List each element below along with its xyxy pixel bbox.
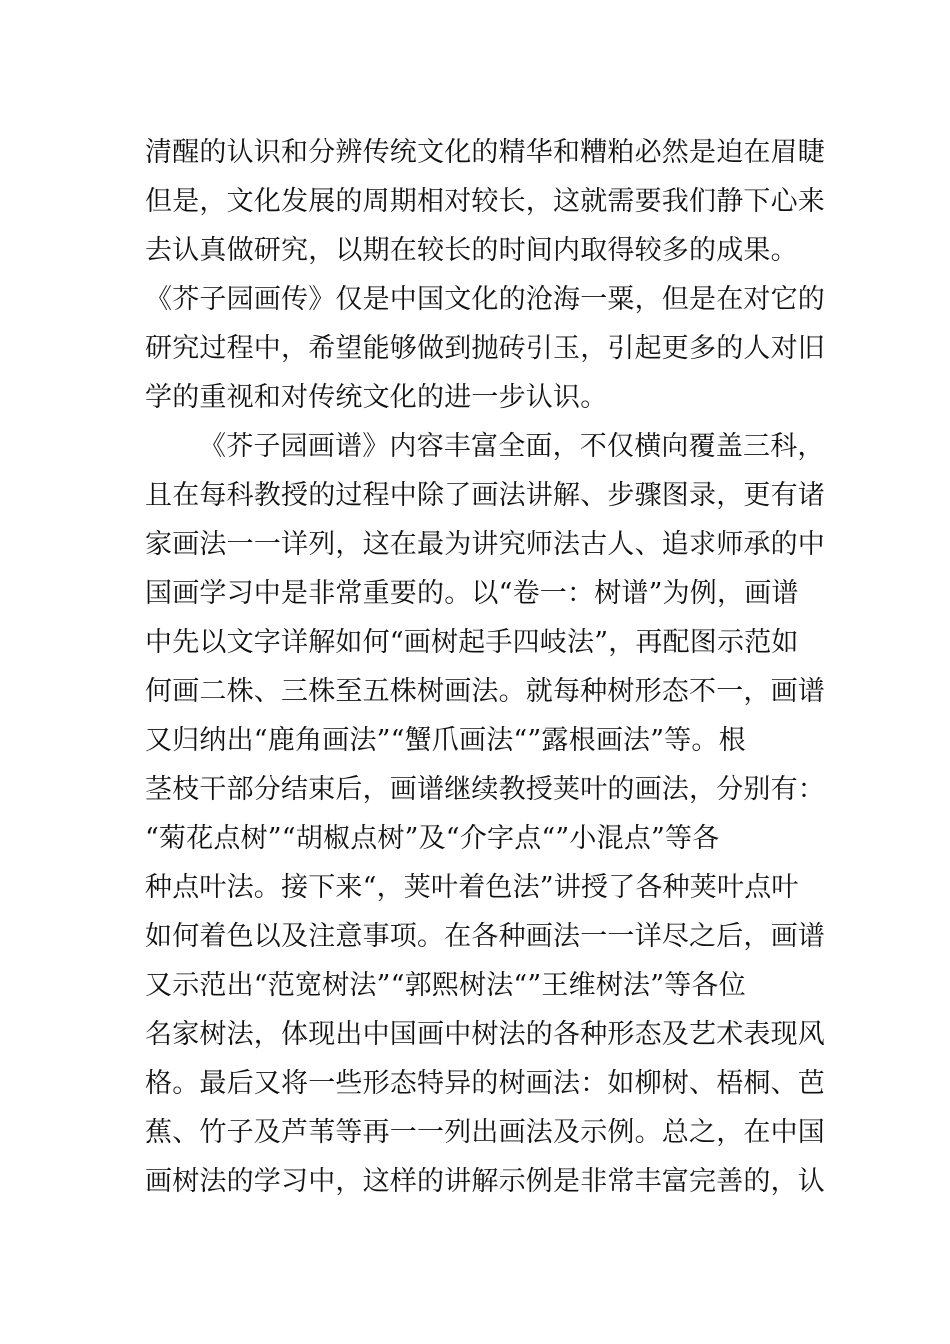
text-line: 且在每科教授的过程中除了画法讲解、步骤图录，更有诸: [145, 480, 825, 511]
text-line: 学的重视和对传统文化的进一步认识。: [145, 382, 608, 413]
text-line: 茎枝干部分结束后，画谱继续教授荚叶的画法，分别有：: [145, 774, 825, 805]
text-line: 何画二株、三株至五株树画法。就每种树形态不一，画谱: [145, 676, 825, 707]
text-line: 《芥子园画谱》内容丰富全面，不仅横向覆盖三科，: [199, 431, 825, 462]
text-line: 去认真做研究，以期在较长的时间内取得较多的成果。: [145, 235, 798, 266]
text-line: 又归纳出“鹿角画法”“蟹爪画法“”露根画法”等。根: [145, 725, 746, 756]
text-line: “菊花点树”“胡椒点树”及“介字点“”小混点”等各: [145, 823, 720, 854]
text-line: 中先以文字详解如何“画树起手四岐法”，再配图示范如: [145, 627, 799, 658]
paragraph-2: [145, 422, 825, 1206]
text-line: 如何着色以及注意事项。在各种画法一一详尽之后，画谱: [145, 921, 825, 952]
text-line: 国画学习中是非常重要的。以“卷一：树谱”为例，画谱: [145, 578, 799, 609]
body-text: [145, 128, 825, 1206]
text-line: 清醒的认识和分辨传统文化的精华和糟粕必然是迫在眉睫: [145, 137, 825, 168]
text-line: 格。最后又将一些形态特异的树画法：如柳树、梧桐、芭: [145, 1068, 825, 1099]
text-line: 《芥子园画传》仅是中国文化的沧海一粟，但是在对它的: [145, 284, 825, 315]
text-line: 种点叶法。接下来“，荚叶着色法”讲授了各种荚叶点叶: [145, 872, 799, 903]
text-line: 研究过程中，希望能够做到抛砖引玉，引起更多的人对旧: [145, 333, 825, 364]
text-line: 蕉、竹子及芦苇等再一一列出画法及示例。总之，在中国: [145, 1117, 825, 1148]
paragraph-1: [145, 128, 825, 422]
text-line: 但是，文化发展的周期相对较长，这就需要我们静下心来: [145, 186, 825, 217]
text-line: 名家树法，体现出中国画中树法的各种形态及艺术表现风: [145, 1019, 825, 1050]
text-line: 画树法的学习中，这样的讲解示例是非常丰富完善的，认: [145, 1166, 825, 1197]
text-line: 家画法一一详列，这在最为讲究师法古人、追求师承的中: [145, 529, 825, 560]
text-line: 又示范出“范宽树法”“郭熙树法“”王维树法”等各位: [145, 970, 746, 1001]
